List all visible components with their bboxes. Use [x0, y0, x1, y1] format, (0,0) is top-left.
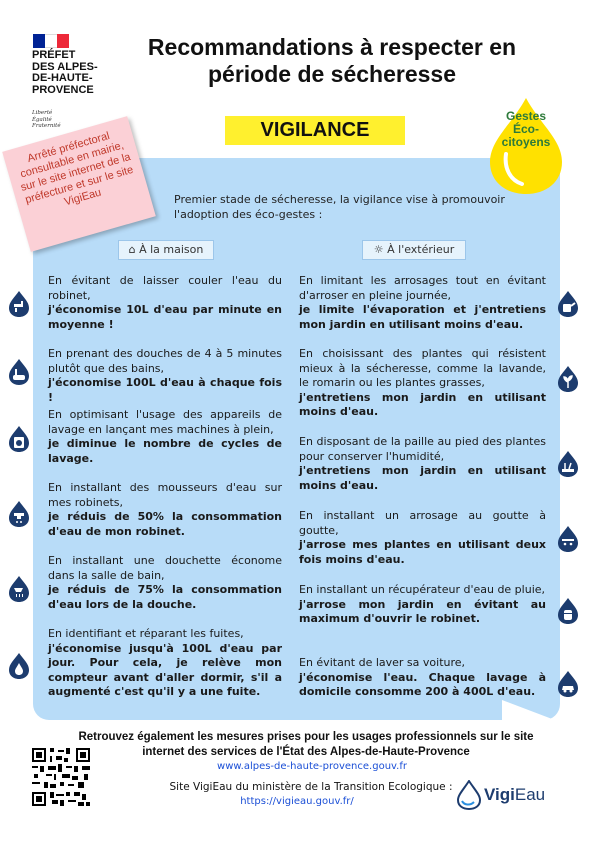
decree-note-text: Arrêté préfectoral consultable en mairie, sur le site internet de la préfecture et sur le site VigiEau: [19, 129, 135, 209]
tip-exterieur: [299, 347, 546, 420]
shower-head-icon: [8, 575, 30, 603]
tip-benefit: j'économise 10L d'eau par minute en moyenne !: [48, 303, 282, 331]
aerator-icon: [8, 500, 30, 528]
tip-text: En optimisant l'usage des appareils de lavage en lançant mes machines à plein,: [48, 408, 282, 436]
tip-maison: [48, 274, 282, 332]
tip-exterieur: [299, 509, 546, 567]
eco-label-line: citoyens: [501, 135, 551, 149]
eco-label-line: Gestes: [505, 109, 547, 123]
motto-line: Égalité: [32, 116, 52, 123]
drip-irrigation-icon: [557, 525, 579, 553]
tip-benefit: j'économise jusqu'à 100L d'eau par jour. Pour cela, je relève mon compteur avant d'aller dormir, s'il a augmenté c'est qu'il y a une fuite.: [48, 641, 282, 698]
vigieau-link[interactable]: https://vigieau.gouv.fr/: [240, 796, 354, 807]
faucet-icon: [8, 290, 30, 318]
tip-exterieur: [299, 656, 546, 700]
logo-line: PRÉFET: [32, 49, 76, 61]
tab-exterieur: [362, 240, 466, 260]
tip-exterieur: [299, 274, 546, 332]
republic-flag-icon: [33, 34, 69, 48]
washing-machine-icon: [8, 425, 30, 453]
tab-maison-label: À la maison: [139, 243, 204, 256]
shower-icon: [8, 358, 30, 386]
tip-benefit: j'arrose mes plantes en utilisant deux fois moins d'eau.: [299, 538, 546, 566]
eco-label-line: Éco-: [512, 122, 539, 136]
vigieau-logo-vigi: Vigi: [484, 785, 515, 804]
house-icon: ⌂: [128, 243, 136, 256]
vigieau-logo-eau: Eau: [514, 785, 546, 804]
prefecture-logo-text: [32, 50, 98, 96]
logo-line: PROVENCE: [32, 83, 94, 96]
tip-text: En identifiant et réparant les fuites,: [48, 627, 244, 640]
page-fold-corner: [502, 700, 560, 722]
tip-text: En installant un récupérateur d'eau de pluie,: [299, 583, 546, 596]
logo-line: DES ALPES-: [32, 60, 98, 73]
tip-benefit: je réduis de 50% la consommation d'eau de mon robinet.: [48, 510, 282, 538]
leak-icon: [8, 652, 30, 680]
vigieau-logo: [484, 784, 545, 806]
tip-text: En évitant de laisser couler l'eau du robinet,: [48, 274, 282, 302]
tip-exterieur: [299, 583, 546, 627]
tip-text: En évitant de laver sa voiture,: [299, 656, 466, 669]
logo-line: DE-HAUTE-: [32, 72, 93, 84]
rain-barrel-icon: [557, 597, 579, 625]
footer-notice: Retrouvez également les mesures prises pour les usages professionnels sur le site internet des services de l'État des Alpes-de-Haute-Provence: [78, 731, 534, 758]
tip-text: En installant une douchette économe dans la salle de bain,: [48, 554, 282, 582]
car-icon: [557, 670, 579, 698]
motto-line: Liberté: [32, 110, 53, 116]
vigieau-drop-icon: [456, 780, 482, 810]
tip-maison: [48, 554, 282, 612]
tip-text: En installant des mousseurs d'eau sur mes robinets,: [48, 481, 282, 509]
page-title: [112, 34, 552, 88]
tip-benefit: je réduis de 75% la consommation d'eau lors de la douche.: [48, 583, 282, 611]
motto-line: Fraternité: [32, 123, 61, 129]
watering-can-icon: [557, 290, 579, 318]
tab-maison: [118, 240, 214, 260]
republic-motto: [32, 110, 61, 130]
tip-text: En limitant les arrosages tout en évitant d'arroser en pleine journée,: [299, 274, 546, 302]
tip-text: En prenant des douches de 4 à 5 minutes plutôt que des bains,: [48, 347, 282, 375]
tip-benefit: j'économise 100L d'eau à chaque fois !: [48, 376, 282, 404]
tip-benefit: j'entretiens mon jardin en utilisant moins d'eau.: [299, 464, 546, 492]
intro-text: Premier stade de sécheresse, la vigilance vise à promouvoir l'adoption des éco-gestes :: [174, 193, 505, 221]
tip-maison: [48, 481, 282, 539]
tip-benefit: je limite l'évaporation et j'entretiens mon jardin en utilisant moins d'eau.: [299, 303, 546, 331]
eco-gestures-label: [480, 110, 572, 149]
sun-icon: ☼: [373, 243, 384, 256]
tip-benefit: j'économise l'eau. Chaque lavage à domicile consomme 200 à 400L d'eau.: [299, 670, 546, 698]
mulch-icon: [557, 450, 579, 478]
tip-maison: [48, 347, 282, 405]
tip-text: En choisissant des plantes qui résistent mieux à la sécheresse, comme la lavande, le romarin ou les plantes grasses,: [299, 347, 546, 389]
title-line: Recommandations à respecter en: [147, 34, 517, 60]
tip-benefit: je diminue le nombre de cycles de lavage.: [48, 437, 282, 465]
plant-icon: [557, 365, 579, 393]
tip-maison: [48, 408, 282, 466]
tip-maison: [48, 627, 282, 700]
vigieau-site-text: Site VigiEau du ministère de la Transition Ecologique :: [169, 781, 453, 793]
tab-exterieur-label: À l'extérieur: [387, 243, 455, 256]
title-line: période de sécheresse: [207, 61, 457, 87]
alert-level-banner: VIGILANCE: [225, 116, 405, 145]
prefecture-website-link[interactable]: www.alpes-de-haute-provence.gouv.fr: [217, 761, 407, 772]
tip-benefit: j'arrose mon jardin en évitant au maximum d'ouvrir le robinet.: [299, 597, 546, 625]
qr-code[interactable]: [30, 746, 92, 808]
tip-text: En installant un arrosage au goutte à goutte,: [299, 509, 546, 537]
tip-text: En disposant de la paille au pied des plantes pour conserver l'humidité,: [299, 435, 546, 463]
tip-benefit: j'entretiens mon jardin en utilisant moins d'eau.: [299, 390, 546, 418]
tip-exterieur: [299, 435, 546, 493]
